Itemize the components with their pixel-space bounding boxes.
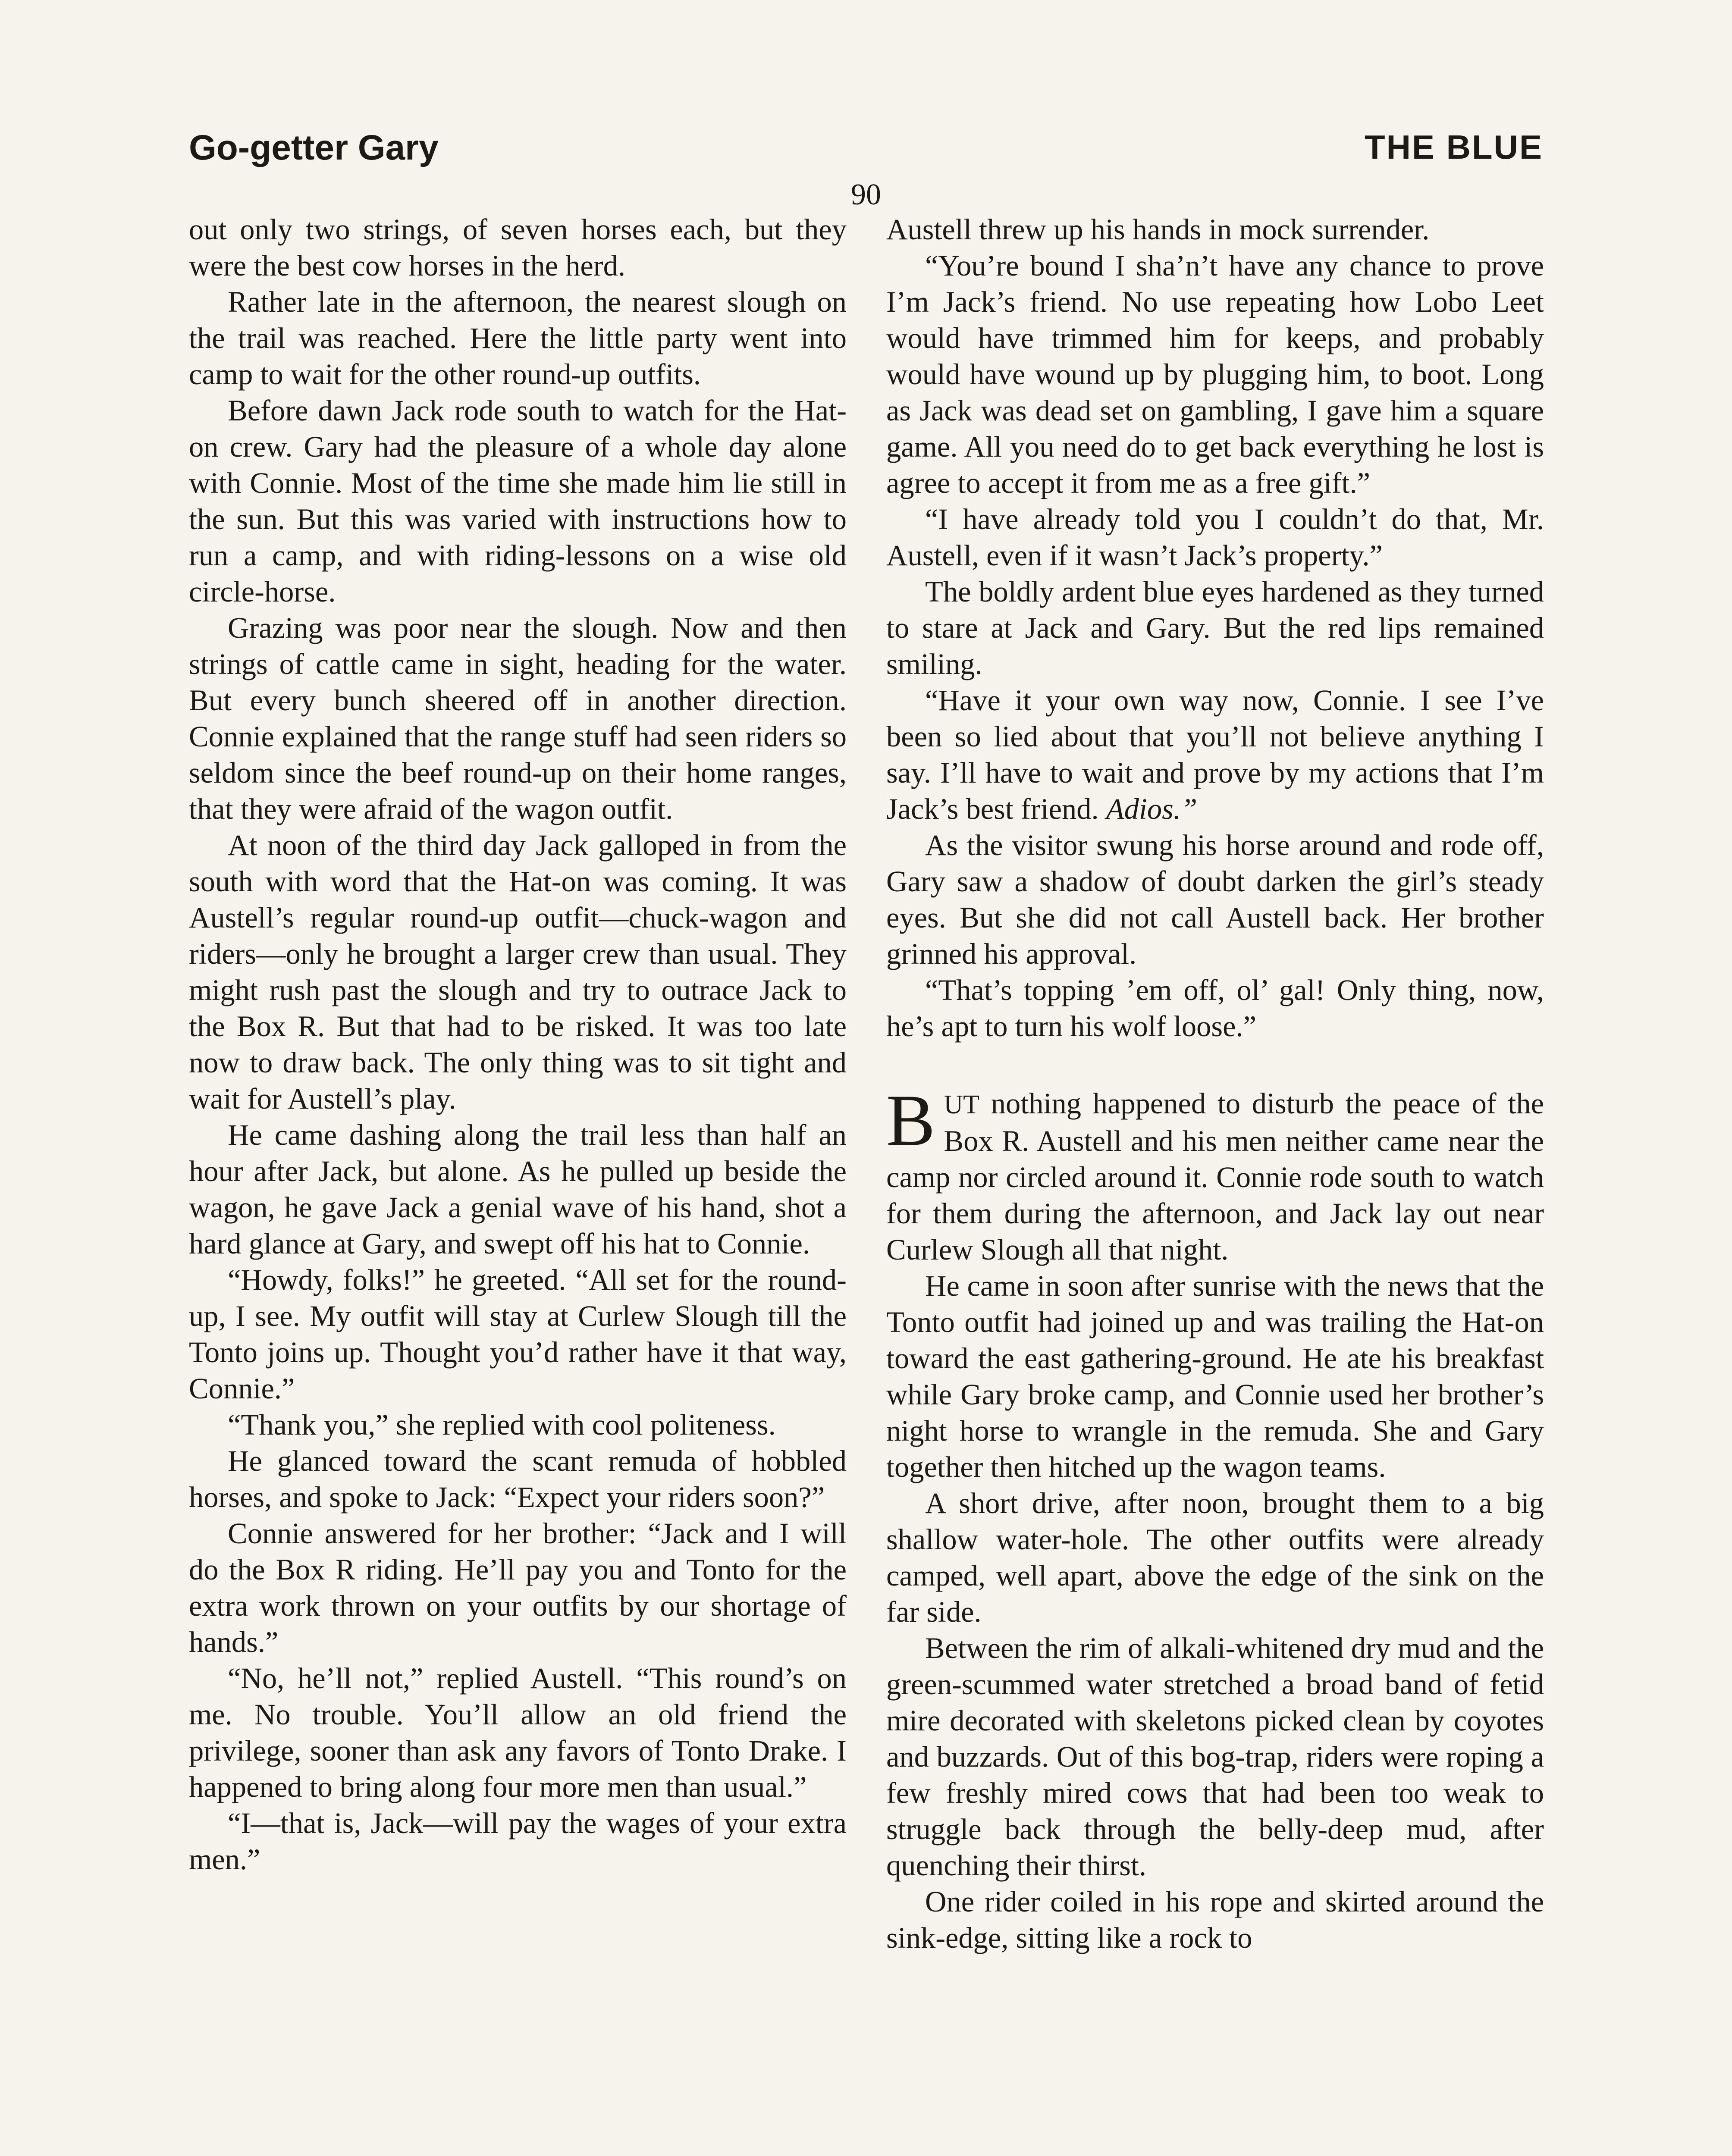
paragraph: out only two strings, of seven horses each, but they were the best cow horses in the herd. [189, 213, 847, 282]
paragraph: Connie answered for her brother: “Jack and I will do the Box R riding. He’ll pay you and Tonto for the extra work thrown on your outfits by our shortage of hands.” [189, 1517, 847, 1658]
small-caps-lead: UT [944, 1090, 980, 1119]
paragraph: A short drive, after noon, brought them to a big shallow water-hole. The other outfits were already camped, well apart, above the edge of the sink on the far side. [886, 1487, 1544, 1628]
paragraph: “Howdy, folks!” he greeted. “All set for the round-up, I see. My outfit will stay at Curlew Slough till the Tonto joins up. Thought you’d rather have it that way, Connie.” [189, 1263, 847, 1405]
paragraph: At noon of the third day Jack galloped in from the south with word that the Hat-on was coming. It was Austell’s regular round-up outfit—chuck-wagon and riders—only he brought a larger crew than usual. They might rush past the slough and try to outrace Jack to the Box R. But that had to be risked. It was too late now to draw back. The only thing was to sit tight and wait for Austell’s play. [189, 829, 847, 1115]
drop-cap: B [886, 1080, 935, 1161]
paragraph: Austell threw up his hands in mock surrender. [886, 213, 1430, 246]
running-header [189, 128, 1543, 175]
paragraph: “Thank you,” she replied with cool politeness. [228, 1408, 776, 1441]
paragraph: One rider coiled in his rope and skirted around the sink-edge, sitting like a rock to [886, 1885, 1544, 1954]
paragraph-text: “Have it your own way now, Connie. I see I’ve been so lied about that you’ll not believe anything I say. I’ll have to wait and prove by my actions that I’m Jack’s best friend. [886, 684, 1544, 825]
paragraph: The boldly ardent blue eyes hardened as they turned to stare at Jack and Gary. But the red lips remained smiling. [886, 575, 1544, 680]
paragraph [886, 682, 1544, 827]
paragraph: Before dawn Jack rode south to watch for the Hat-on crew. Gary had the pleasure of a whole day alone with Connie. Most of the time she made him lie still in the sun. But this was varied with instructions how to run a camp, and with riding-lessons on a wise old circle-horse. [189, 394, 847, 608]
paragraph: “I have already told you I couldn’t do that, Mr. Austell, even if it wasn’t Jack’s property.” [886, 503, 1544, 572]
story-title: Go-getter Gary [189, 128, 439, 167]
italic-word: Adios.” [1106, 793, 1198, 825]
paragraph: “That’s topping ’em off, ol’ gal! Only thing, now, he’s apt to turn his wolf loose.” [886, 974, 1544, 1043]
section-opening-paragraph [886, 1080, 1544, 1268]
paragraph: Rather late in the afternoon, the nearest slough on the trail was reached. Here the little party went into camp to wait for the other round-up outfits. [189, 285, 847, 391]
paragraph: “You’re bound I sha’n’t have any chance to prove I’m Jack’s friend. No use repeating how Lobo Leet would have trimmed him for keeps, and probably would have wound up by plugging him, to boot. Long as Jack was dead set on gambling, I gave him a square game. All you need do to get back everything he lost is agree to accept it from me as a free gift.” [886, 249, 1544, 499]
paragraph: “No, he’ll not,” replied Austell. “This round’s on me. No trouble. You’ll allow an old friend the privilege, sooner than ask any favors of Tonto Drake. I happened to bring along four more men than usual.” [189, 1662, 847, 1803]
paragraph-text: nothing happened to disturb the peace of the Box R. Austell and his men neither came near the camp nor circled around it. Connie rode south to watch for them during the afternoon, and Jack lay out near Curlew Slough all that night. [886, 1087, 1544, 1266]
page-number: 90 [851, 178, 881, 211]
left-column [189, 211, 847, 1877]
paragraph: He came in soon after sunrise with the news that the Tonto outfit had joined up and was trailing the Hat-on toward the east gathering-ground. He ate his breakfast while Gary broke camp, and Connie used her brother’s night horse to wrangle in the remuda. She and Gary together then hitched up the wagon teams. [886, 1269, 1544, 1483]
paragraph: Grazing was poor near the slough. Now and then strings of cattle came in sight, heading for the water. But every bunch sheered off in another direction. Connie explained that the range stuff had seen riders so seldom since the beef round-up on their home ranges, that they were afraid of the wagon outfit. [189, 611, 847, 825]
section-break [886, 1044, 1544, 1085]
paragraph: “I—that is, Jack—will pay the wages of your extra men.” [189, 1807, 847, 1876]
paragraph: He came dashing along the trail less than half an hour after Jack, but alone. As he pulled up beside the wagon, he gave Jack a genial wave of his hand, shot a hard glance at Gary, and swept off his hat to Connie. [189, 1119, 847, 1260]
paragraph: As the visitor swung his horse around and rode off, Gary saw a shadow of doubt darken the girl’s steady eyes. But she did not call Austell back. Her brother grinned his approval. [886, 829, 1544, 970]
paragraph: He glanced toward the scant remuda of hobbled horses, and spoke to Jack: “Expect your riders soon?” [189, 1445, 847, 1514]
magazine-title: THE BLUE [1365, 128, 1543, 166]
right-column [886, 211, 1544, 1956]
paragraph: Between the rim of alkali-whitened dry mud and the green-scummed water stretched a broad band of fetid mire decorated with skeletons picked clean by coyotes and buzzards. Out of this bog-trap, riders were roping a few freshly mired cows that had been too weak to struggle back through the belly-deep mud, after quenching their thirst. [886, 1632, 1544, 1882]
